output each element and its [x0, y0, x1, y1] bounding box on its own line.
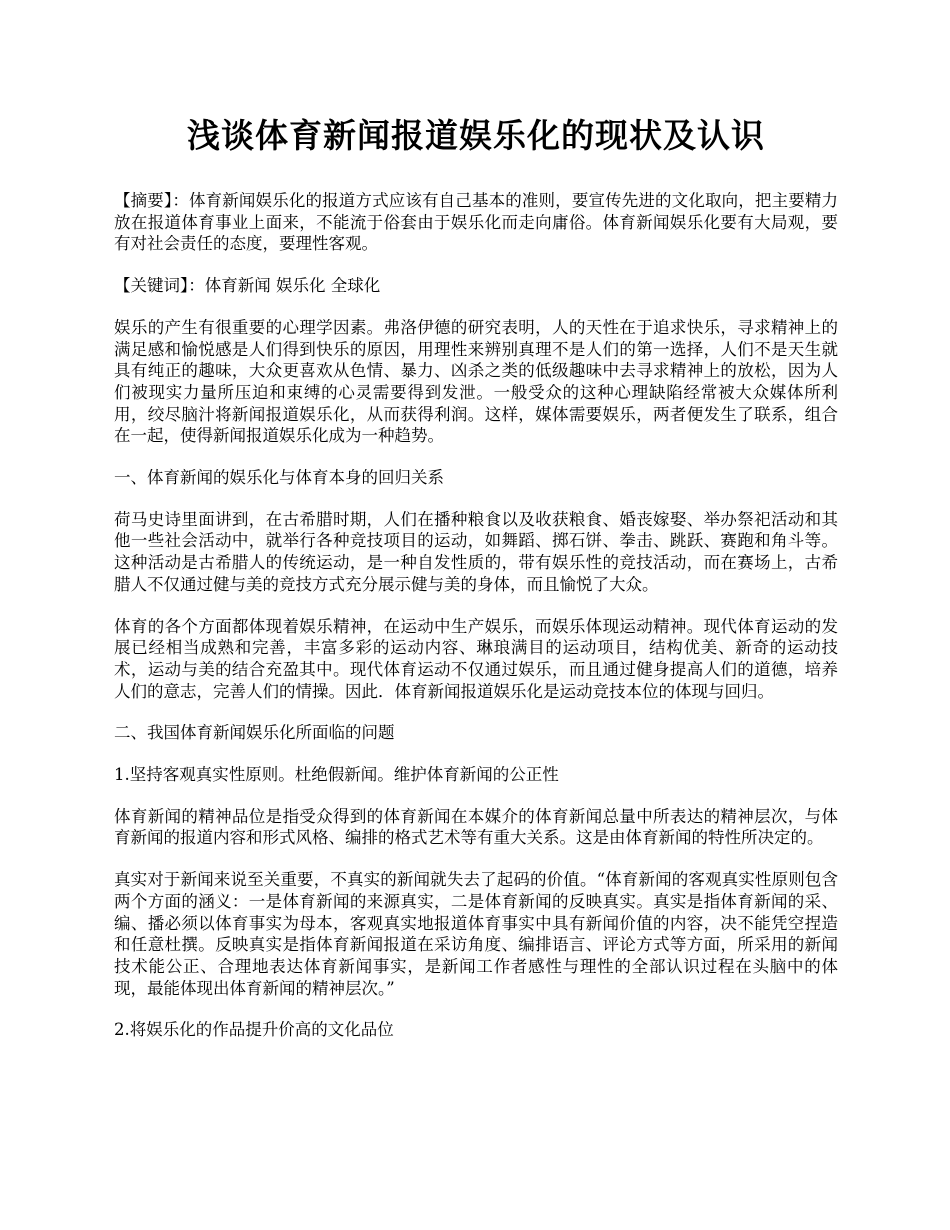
body-paragraph-spirit-level: 体育新闻的精神品位是指受众得到的体育新闻在本媒介的体育新闻总量中所表达的精神层次，与体育新闻的报道内容和形式风格、编排的格式艺术等有重大关系。这是由体育新闻的特性所决定的。: [114, 806, 838, 848]
body-paragraph-truth: 真实对于新闻来说至关重要，不真实的新闻就失去了起码的价值。“体育新闻的客观真实性原则包含两个方面的涵义：一是体育新闻的来源真实，二是体育新闻的反映真实。真实是指体育新闻的采、编、播必须以体育事实为母本，客观真实地报道体育事实中具有新闻价值的内容，决不能凭空捏造和任意杜撰。反映真实是指体育新闻报道在采访角度、编排语言、评论方式等方面，所采用的新闻技术能公正、合理地表达体育新闻事实，是新闻工作者感性与理性的全部认识过程在头脑中的体现，最能体现出体育新闻的精神层次。”: [114, 870, 838, 998]
body-paragraph-homer: 荷马史诗里面讲到，在古希腊时期，人们在播种粮食以及收获粮食、婚丧嫁娶、举办祭祀活动和其他一些社会活动中，就举行各种竞技项目的运动，如舞蹈、掷石饼、拳击、跳跃、赛跑和角斗等。这种活动是古希腊人的传统运动，是一种自发性质的，带有娱乐性的竞技活动，而在赛场上，古希腊人不仅通过健与美的竞技方式充分展示健与美的身体，而且愉悦了大众。: [114, 509, 838, 594]
abstract-paragraph: 【摘要】：体育新闻娱乐化的报道方式应该有自己基本的准则，要宣传先进的文化取向，把主要精力放在报道体育事业上面来，不能流于俗套由于娱乐化而走向庸俗。体育新闻娱乐化要有大局观，要有对社会责任的态度，要理性客观。: [114, 191, 838, 254]
subsection-heading-1: 1.坚持客观真实性原则。杜绝假新闻。维护体育新闻的公正性: [114, 765, 559, 785]
section-heading-1: 一、体育新闻的娱乐化与体育本身的回归关系: [114, 468, 444, 488]
document-title: 浅谈体育新闻报道娱乐化的现状及认识: [187, 116, 765, 155]
body-paragraph-sports-spirit: 体育的各个方面都体现着娱乐精神，在运动中生产娱乐，而娱乐体现运动精神。现代体育运动的发展已经相当成熟和完善，丰富多彩的运动内容、琳琅满目的运动项目，结构优美、新奇的运动技术，运动与美的结合充盈其中。现代体育运动不仅通过娱乐，而且通过健身提高人们的道德，培养人们的意志，完善人们的情操。因此．体育新闻报道娱乐化是运动竞技本位的体现与回归。: [114, 616, 838, 701]
keywords-paragraph: 【关键词】：体育新闻 娱乐化 全球化: [114, 276, 381, 296]
document-page: [114, 108, 838, 1061]
subsection-heading-2: 2.将娱乐化的作品提升价高的文化品位: [114, 1020, 394, 1040]
body-paragraph-psychology: 娱乐的产生有很重要的心理学因素。弗洛伊德的研究表明，人的天性在于追求快乐，寻求精神上的满足感和愉悦感是人们得到快乐的原因，用理性来辨别真理不是人们的第一选择，人们不是天生就具有纯正的趣味，大众更喜欢从色情、暴力、凶杀之类的低级趣味中去寻求精神上的放松，因为人们被现实力量所压迫和束缚的心灵需要得到发泄。一般受众的这种心理缺陷经常被大众媒体所利用，绞尽脑汁将新闻报道娱乐化，从而获得利润。这样，媒体需要娱乐，两者便发生了联系，组合在一起，使得新闻报道娱乐化成为一种趋势。: [114, 317, 838, 446]
section-heading-2: 二、我国体育新闻娱乐化所面临的问题: [114, 723, 395, 743]
